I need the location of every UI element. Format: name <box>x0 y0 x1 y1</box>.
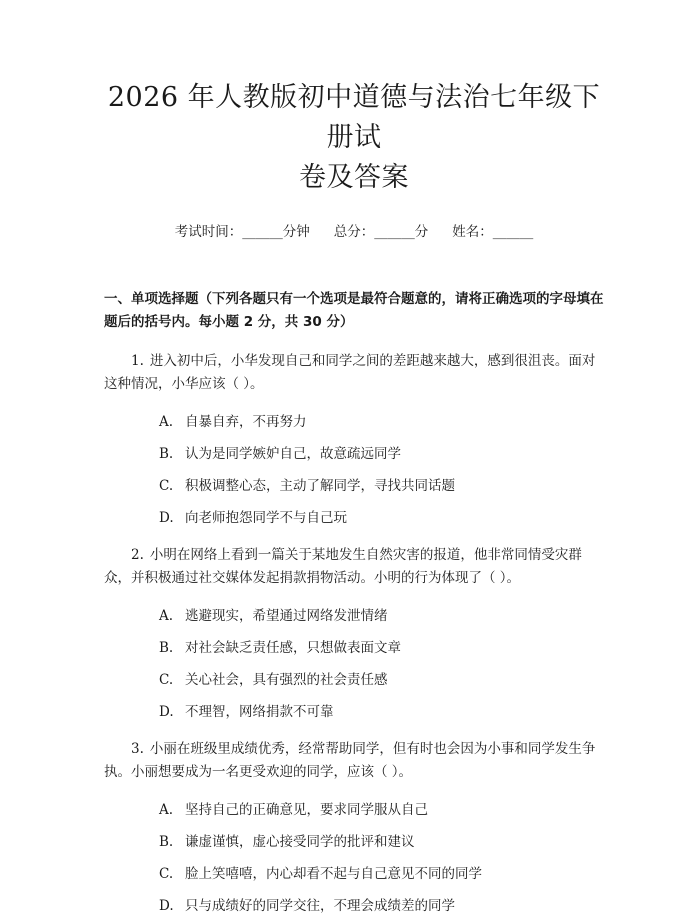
option-a <box>104 800 604 820</box>
option-text: 只与成绩好的同学交往，不理会成绩差的同学 <box>185 898 455 914</box>
question-2 <box>104 544 604 722</box>
option-d <box>104 508 604 528</box>
option-letter: D. <box>159 704 174 720</box>
option-letter: B. <box>159 446 174 462</box>
option-c <box>104 670 604 690</box>
option-text: 谦虚谨慎，虚心接受同学的批评和建议 <box>185 834 415 850</box>
option-b <box>104 638 604 658</box>
option-a <box>104 606 604 626</box>
option-text: 对社会缺乏责任感，只想做表面文章 <box>185 640 401 656</box>
option-letter: B. <box>159 640 174 656</box>
option-letter: D. <box>159 510 174 526</box>
option-a <box>104 412 604 432</box>
title-line-2: 卷及答案 <box>299 162 409 193</box>
option-letter: A. <box>159 608 174 624</box>
option-d <box>104 896 604 916</box>
option-letter: D. <box>159 898 174 914</box>
section-heading-single-choice: 一、单项选择题（下列各题只有一个选项是最符合题意的，请将正确选项的字母填在题后的括号内。每小题 2 分，共 30 分） <box>104 291 604 330</box>
title-line-1: 2026 年人教版初中道德与法治七年级下册试 <box>107 82 601 153</box>
question-number: 3. <box>131 741 144 757</box>
question-stem <box>104 544 604 590</box>
option-letter: C. <box>159 478 174 494</box>
option-text: 不理智，网络捐款不可靠 <box>185 704 334 720</box>
option-d <box>104 702 604 722</box>
option-b <box>104 444 604 464</box>
exam-time-label: 考试时间：______分钟 <box>174 224 310 240</box>
document-title <box>104 78 604 198</box>
option-letter: B. <box>159 834 174 850</box>
question-stem <box>104 738 604 784</box>
option-letter: C. <box>159 866 174 882</box>
option-text: 脸上笑嘻嘻，内心却看不起与自己意见不同的同学 <box>185 866 482 882</box>
option-letter: A. <box>159 802 174 818</box>
question-3 <box>104 738 604 916</box>
exam-meta <box>104 220 604 240</box>
option-c <box>104 476 604 496</box>
question-number: 2. <box>131 547 144 563</box>
question-number: 1. <box>131 353 144 369</box>
option-c <box>104 864 604 884</box>
student-name-label: 姓名：______ <box>452 224 534 240</box>
option-text: 坚持自己的正确意见，要求同学服从自己 <box>185 802 428 818</box>
option-letter: C. <box>159 672 174 688</box>
option-text: 认为是同学嫉妒自己，故意疏远同学 <box>185 446 401 462</box>
option-text: 自暴自弃，不再努力 <box>185 414 307 430</box>
option-text: 逃避现实，希望通过网络发泄情绪 <box>185 608 388 624</box>
question-text: 小明在网络上看到一篇关于某地发生自然灾害的报道，他非常同情受灾群众，并积极通过社交媒体发起捐款捐物活动。小明的行为体现了（ ）。 <box>104 547 582 586</box>
option-text: 关心社会，具有强烈的社会责任感 <box>185 672 388 688</box>
question-1 <box>104 350 604 528</box>
question-text: 小丽在班级里成绩优秀，经常帮助同学，但有时也会因为小事和同学发生争执。小丽想要成为一名更受欢迎的同学，应该（ ）。 <box>104 741 596 780</box>
option-b <box>104 832 604 852</box>
option-text: 向老师抱怨同学不与自己玩 <box>185 510 347 526</box>
option-text: 积极调整心态，主动了解同学，寻找共同话题 <box>185 478 455 494</box>
exam-score-label: 总分：______分 <box>333 224 429 240</box>
question-text: 进入初中后，小华发现自己和同学之间的差距越来越大，感到很沮丧。面对这种情况，小华应该（ ）。 <box>104 353 596 392</box>
question-stem <box>104 350 604 396</box>
option-letter: A. <box>159 414 174 430</box>
